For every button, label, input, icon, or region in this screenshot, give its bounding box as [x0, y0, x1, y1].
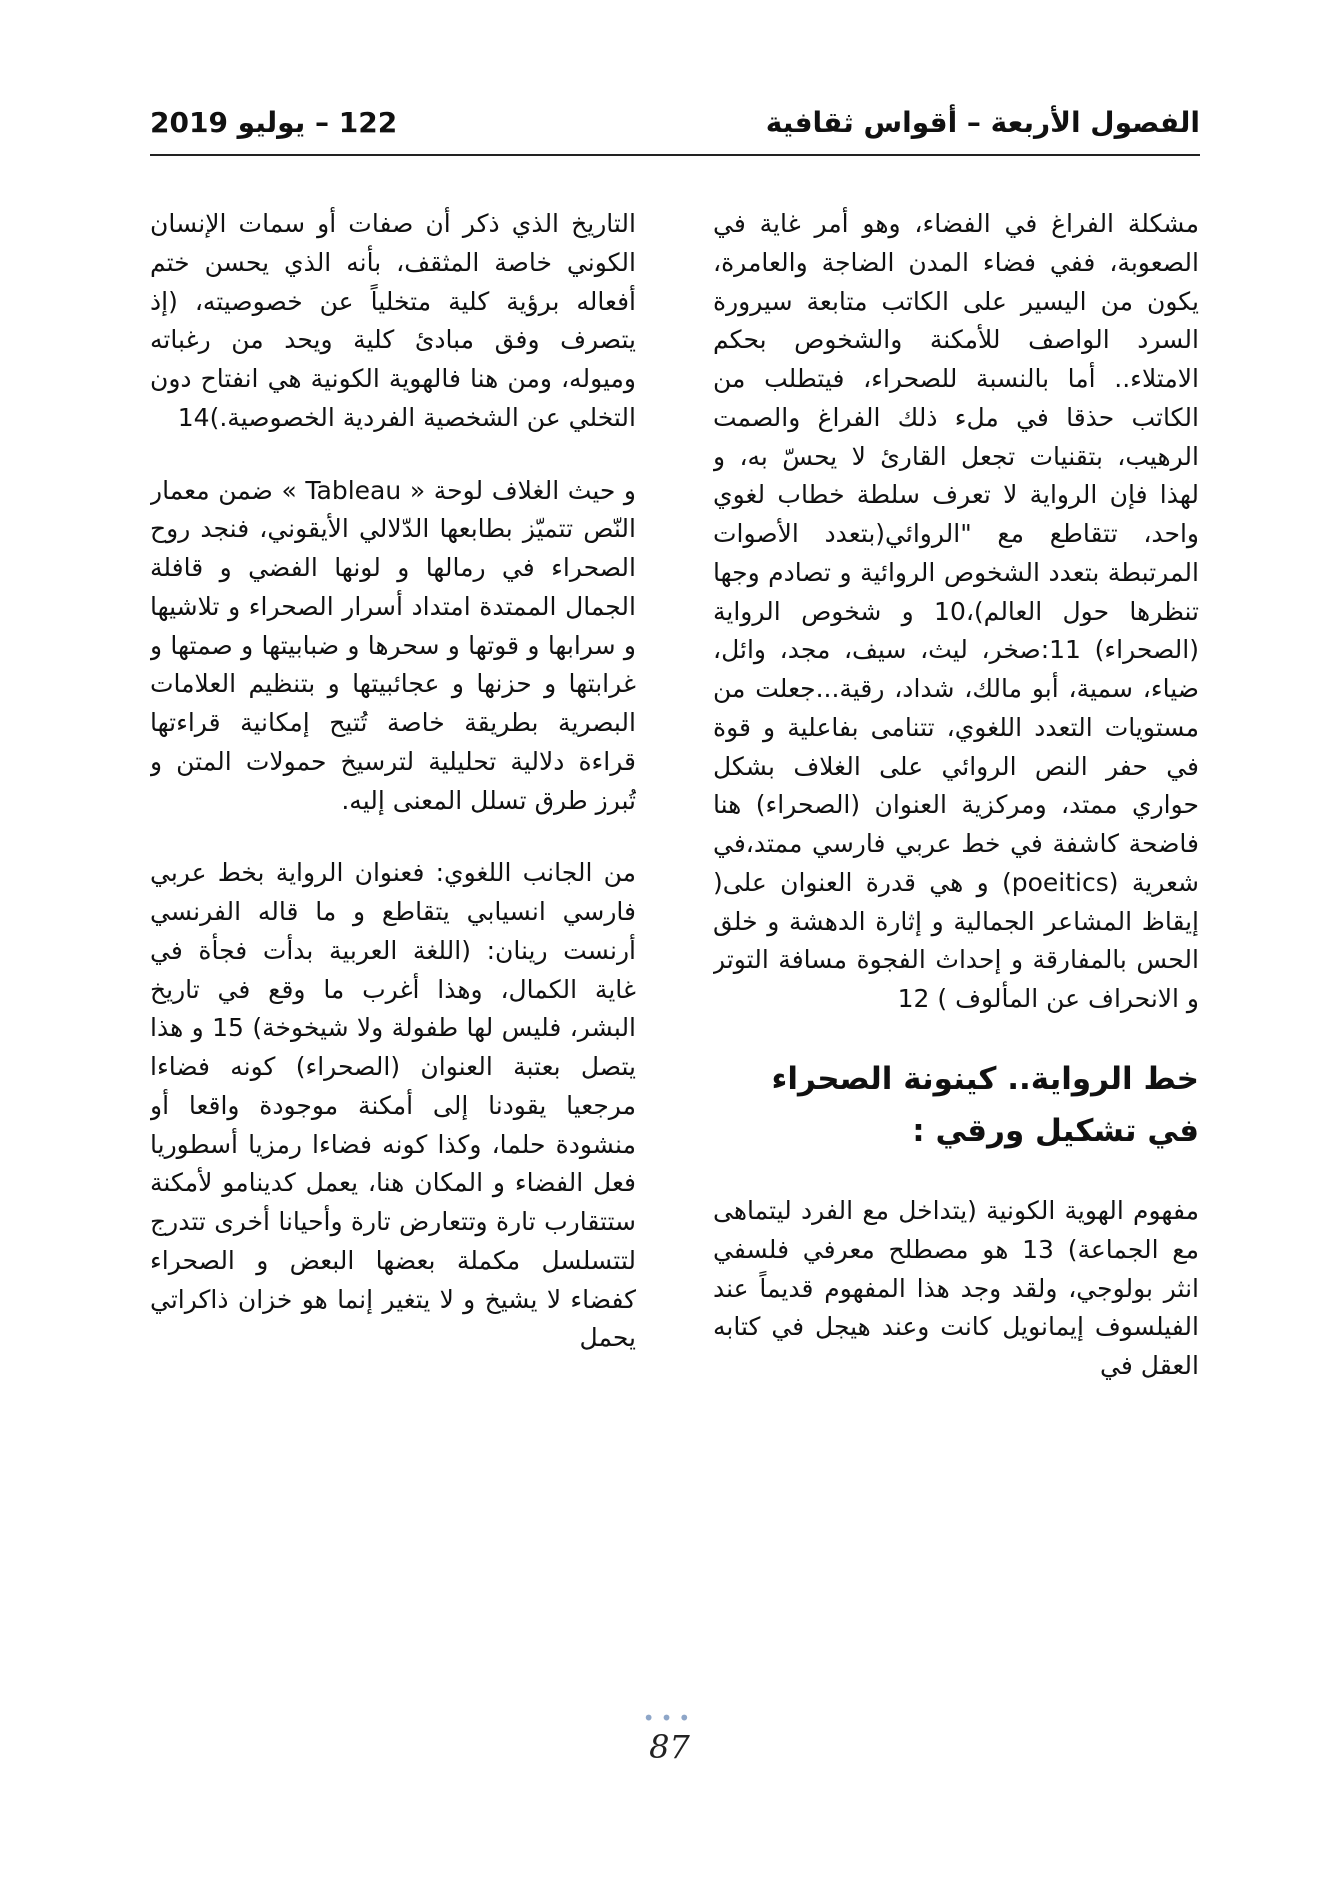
section-heading: خط الرواية.. كينونة الصحراء في تشكيل ورقي : — [771, 1060, 1199, 1150]
left-column — [150, 205, 636, 1695]
right-column — [713, 205, 1199, 1695]
left-paragraph-2: و حيث الغلاف لوحة « Tableau » ضمن معمار النّص تتميّز بطابعها الدّلالي الأيقوني، فنجد روح الصحراء في رمالها و لونها الفضي و قافلة الجمال الممتدة امتداد أسرار الصحراء و تلاشيها و سرابها و قوتها و سحرها و ضبابيتها و صمتها و غرابتها و حزنها و عجائبيتها و بتنظيم العلامات البصرية بطريقة خاصة تُتيح إمكانية قراءتها قراءة دلالية تحليلية لترسيخ حمولات المتن و تُبرز طرق تسلل المعنى إليه. — [150, 475, 636, 815]
footer-ornament: ••• — [642, 1706, 697, 1730]
page-header — [150, 100, 1200, 156]
right-paragraph-1: مشكلة الفراغ في الفضاء، وهو أمر غاية في الصعوبة، ففي فضاء المدن الضاجة والعامرة، يكون من اليسير على الكاتب متابعة سيرورة السرد الواصف للأمكنة والشخوص بحكم الامتلاء.. أما بالنسبة للصحراء، فيتطلب من الكاتب حذقا في ملء ذلك الفراغ والصمت الرهيب، بتقنيات تجعل القارئ لا يحسّ به، و لهذا فإن الرواية لا تعرف سلطة خطاب لغوي واحد، تتقاطع مع "الروائي(بتعدد الأصوات المرتبطة بتعدد الشخوص الروائية و تصادم وجها تنظرها حول العالم)،10 و شخوص الرواية (الصحراء) 11:صخر، ليث، سيف، مجد، وائل، ضياء، سمية، أبو مالك، شداد، رقية...جعلت من مستويات التعدد اللغوي، تتنامى بفاعلية و قوة في حفر النص الروائي على الغلاف بشكل حواري ممتد، ومركزية العنوان (الصحراء) هنا فاضحة كاشفة في خط عربي فارسي ممتد،في شعرية (poeitics) و هي قدرة العنوان على( إيقاظ المشاعر الجمالية و إثارة الدهشة و خلق الحس بالمفارقة و إحداث الفجوة مسافة التوتر و الانحراف عن المألوف ) 12 — [713, 209, 1199, 1013]
left-paragraph-1: التاريخ الذي ذكر أن صفات أو سمات الإنسان الكوني خاصة المثقف، بأنه الذي يحسن ختم أفعاله برؤية كلية متخلياً عن خصوصيته، (إذ يتصرف وفق مبادئ كلية ويحد من رغباته وميوله، ومن هنا فالهوية الكونية هي انفتاح دون التخلي عن الشخصية الفردية الخصوصية.)14 — [150, 209, 636, 432]
issue-info: 122 – يوليو 2019 — [150, 106, 398, 139]
page-number: 87 — [649, 1728, 690, 1766]
right-paragraph-2: مفهوم الهوية الكونية (يتداخل مع الفرد ليتماهى مع الجماعة) 13 هو مصطلح معرفي فلسفي انثر بولوجي، ولقد وجد هذا المفهوم قديماً عند الفيلسوف إيمانويل كانت وعند هيجل في كتابه العقل في — [713, 1196, 1199, 1381]
journal-title: الفصول الأربعة – أقواس ثقافية — [765, 106, 1200, 139]
left-paragraph-3: من الجانب اللغوي: فعنوان الرواية بخط عربي فارسي انسيابي يتقاطع و ما قاله الفرنسي أرنست رينان: (اللغة العربية بدأت فجأة في غاية الكمال، وهذا أغرب ما وقع في تاريخ البشر، فليس لها طفولة ولا شيخوخة) 15 و هذا يتصل بعتبة العنوان (الصحراء) كونه فضاءا مرجعيا يقودنا إلى أمكنة موجودة واقعا أو منشودة حلما، وكذا كونه فضاءا رمزيا أسطوريا فعل الفضاء و المكان هنا، يعمل كدينامو لأمكنة ستتقارب تارة وتتعارض تارة وأحيانا أخرى تتدرج لتتسلسل مكملة بعضها البعض و الصحراء كفضاء لا يشيخ و لا يتغير إنما هو خزان ذاكراتي يحمل — [150, 858, 636, 1353]
